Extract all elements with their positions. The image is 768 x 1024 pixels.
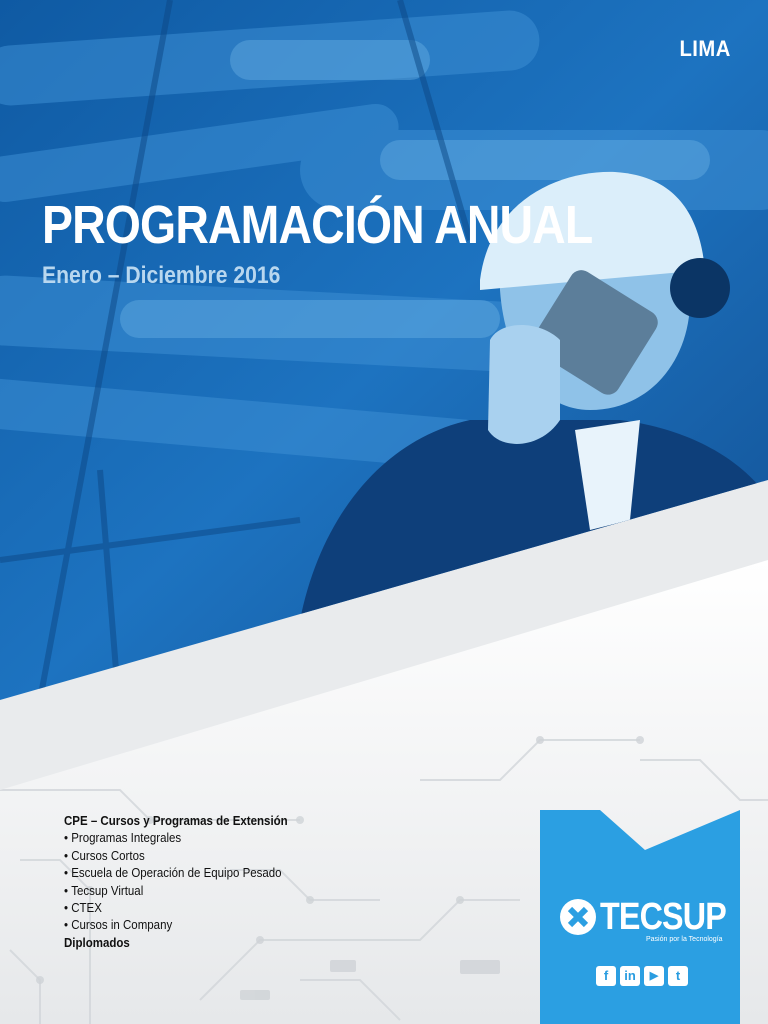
city-label: LIMA: [679, 36, 731, 61]
program-list: [64, 813, 288, 952]
list-item: • Cursos in Company: [64, 917, 288, 934]
diplomados-heading: Diplomados: [64, 935, 130, 950]
facebook-icon[interactable]: f: [596, 966, 616, 986]
list-item: • Programas Integrales: [64, 830, 288, 847]
list-item: • CTEX: [64, 900, 288, 917]
date-range-subtitle: Enero – Diciembre 2016: [42, 262, 281, 289]
twitter-icon[interactable]: t: [668, 966, 688, 986]
youtube-icon[interactable]: ▶: [644, 966, 664, 986]
linkedin-icon[interactable]: in: [620, 966, 640, 986]
program-heading: CPE – Cursos y Programas de Extensión: [64, 814, 288, 828]
page-title: PROGRAMACIÓN ANUAL: [42, 195, 593, 255]
list-item: • Cursos Cortos: [64, 848, 288, 865]
brand-logo-text: TECSUP: [600, 896, 726, 938]
list-item: • Tecsup Virtual: [64, 883, 288, 900]
tecsup-logo-mark: [560, 899, 596, 935]
brand-tagline: Pasión por la Tecnología: [646, 936, 723, 943]
list-item: • Escuela de Operación de Equipo Pesado: [64, 865, 288, 882]
